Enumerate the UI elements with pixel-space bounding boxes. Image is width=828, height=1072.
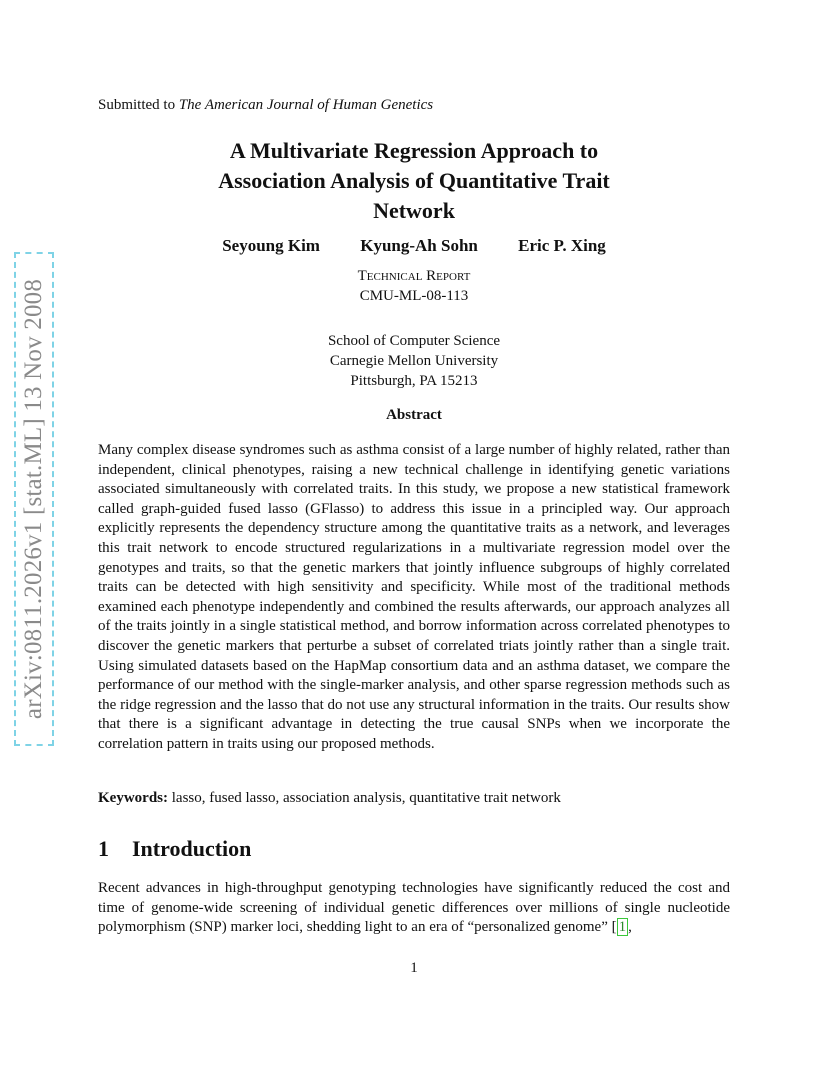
section-heading bbox=[98, 836, 251, 862]
submission-prefix: Submitted to bbox=[98, 97, 179, 113]
introduction-text: Recent advances in high-throughput genotyping technologies have significantly reduced the cost and time of genome-wide screening of individual genetic differences over millions of single nucleotide polymorphism (SNP) marker loci, shedding light to an era of “personalized genome” [ bbox=[98, 880, 730, 936]
introduction-paragraph bbox=[98, 879, 730, 938]
title-line-1: A Multivariate Regression Approach to bbox=[229, 138, 599, 163]
affiliation-line-1: School of Computer Science bbox=[327, 333, 501, 349]
title-line-3: Network bbox=[373, 198, 455, 223]
keywords bbox=[98, 790, 730, 807]
page-number: 1 bbox=[410, 960, 418, 976]
author-name: Eric P. Xing bbox=[518, 236, 606, 255]
arxiv-sidebar-stamp bbox=[14, 252, 54, 746]
affiliation bbox=[98, 331, 730, 391]
section-number: 1 bbox=[98, 836, 109, 861]
abstract-text: Many complex disease syndromes such as asthma consist of a large number of highly related, rather than independent, clinical phenotypes, raising a new technical challenge in identifying genetic variations associated simultaneously with correlated traits. In this study, we propose a new statistical framework called graph-guided fused lasso (GFlasso) to address this issue in a principled way. Our approach explicitly represents the dependency structure among the quantitative traits as a network, and leverages this trait network to encode structured regularizations in a multivariate regression model over the genotypes and traits, so that the genetic markers that jointly influence subgroups of highly correlated traits can be detected with high sensitivity and specificity. While most of the traditional methods examined each phenotype independently and combined the results afterwards, our approach analyzes all of the traits jointly in a single statistical method, and borrow information across correlated phenotypes to discover the genetic markers that perturbe a subset of correlated triats jointly rather than a single trait. Using simulated datasets based on the HapMap consortium data and an asthma dataset, we compare the performance of our method with the single-marker analysis, and other sparse regression methods such as the ridge regression and the lasso that do not use any structural information in the traits. Our results show that there is a significant advantage in detecting the true causal SNPs when we incorporate the correlation pattern in traits using our proposed methods. bbox=[98, 442, 730, 752]
report-info bbox=[98, 266, 730, 306]
author-name: Kyung-Ah Sohn bbox=[360, 236, 478, 255]
introduction-text-after: , bbox=[628, 919, 632, 936]
paper-title bbox=[98, 136, 730, 226]
title-line-2: Association Analysis of Quantitative Trait bbox=[218, 168, 610, 193]
submission-note bbox=[98, 97, 433, 114]
report-type: Technical Report bbox=[357, 268, 471, 284]
journal-name: The American Journal of Human Genetics bbox=[178, 97, 434, 113]
abstract-heading: Abstract bbox=[386, 407, 442, 423]
arxiv-identifier: arXiv:0811.2026v1 [stat.ML] 13 Nov 2008 bbox=[20, 278, 47, 720]
section-title: Introduction bbox=[132, 836, 252, 861]
affiliation-line-2: Carnegie Mellon University bbox=[329, 353, 499, 369]
report-number: CMU-ML-08-113 bbox=[359, 288, 469, 304]
citation-link[interactable]: 1 bbox=[618, 919, 627, 936]
keywords-text: lasso, fused lasso, association analysis, quantitative trait network bbox=[171, 790, 561, 806]
affiliation-line-3: Pittsburgh, PA 15213 bbox=[350, 373, 478, 389]
author-list bbox=[98, 236, 730, 256]
author-name: Seyoung Kim bbox=[222, 236, 320, 255]
keywords-label: Keywords: bbox=[98, 790, 168, 806]
